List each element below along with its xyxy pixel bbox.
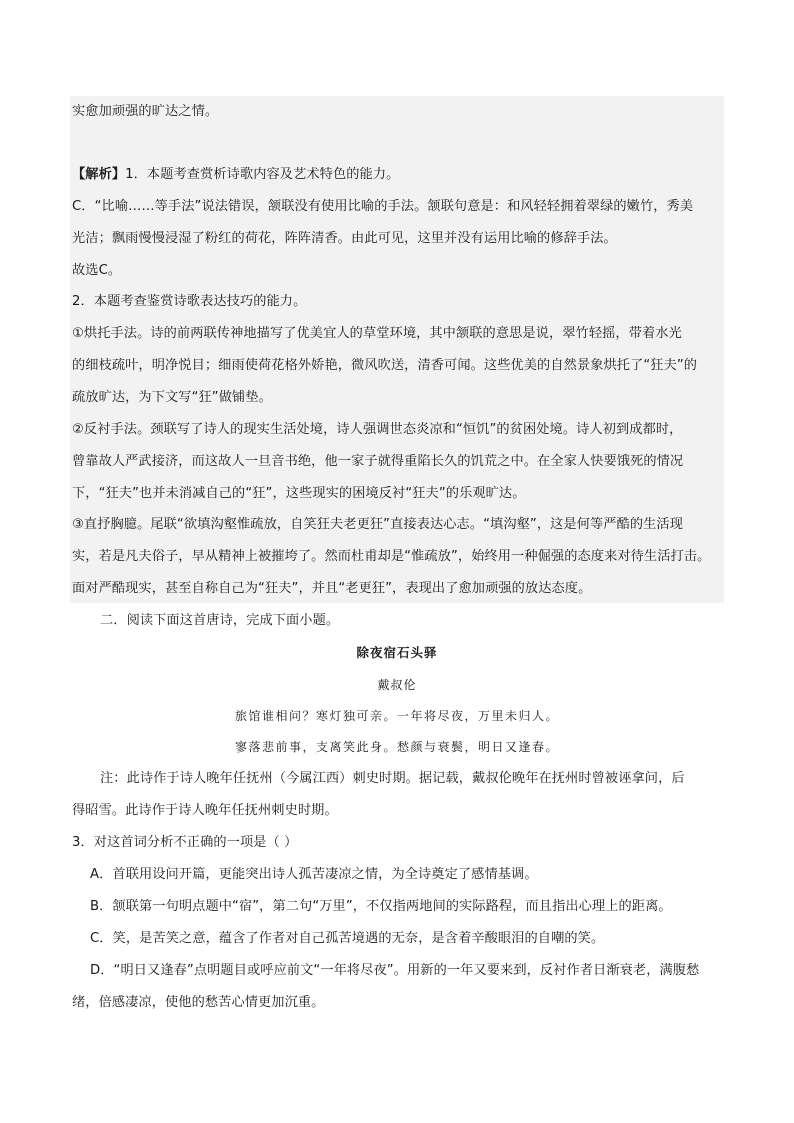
poem-note-line2: 得昭雪。此诗作于诗人晚年任抚州刺史时期。: [72, 803, 338, 818]
section2-heading: 二．阅读下面这首唐诗，完成下面小题。: [100, 613, 340, 628]
point3-line2: 实，若是凡夫俗子，早从精神上被摧垮了。然而杜甫却是“惟疏放”，始终用一种倔强的态度来对待生活打击。: [72, 549, 711, 564]
question3-stem: 3．对这首词分析不正确的一项是（ ）: [72, 835, 298, 850]
point2-line2: 曾靠故人严武接济，而这故人一旦音书绝，他一家子就得重陷长久的饥荒之中。在全家人快要饿死的情况: [72, 454, 684, 469]
analysis-label: 【解析】: [72, 167, 126, 182]
analysis-intro-line: [72, 166, 399, 184]
poem-note-line1: 注：此诗作于诗人晚年任抚州（今属江西）刺史时期。据记载，戴叔伦晚年在抚州时曾被诬拿问，后: [100, 771, 685, 786]
option-a: A．首联用设问开篇，更能突出诗人孤苦凄凉之情，为全诗奠定了感情基调。: [90, 867, 538, 882]
answer-choice: 故选C。: [72, 263, 122, 278]
point2-line3: 下，“狂夫”也并未消减自己的“狂”，这些现实的困境反衬“狂夫”的乐观旷达。: [72, 486, 526, 501]
option-c-explanation: C．“比喻……等手法”说法错误，颔联没有使用比喻的手法。颔联句意是：和风轻轻拥着翠绿的嫩竹，秀美: [72, 199, 694, 214]
point1-line2: 的细枝疏叶，明净悦目；细雨使荷花格外娇艳，微风吹送，清香可闻。这些优美的自然景象烘托了“狂夫”的: [72, 358, 698, 373]
question2-intro: 2．本题考查鉴赏诗歌表达技巧的能力。: [72, 294, 307, 309]
option-c: C．笑，是苦笑之意，蕴含了作者对自己孤苦境遇的无奈，是含着辛酸眼泪的自嘲的笑。: [90, 931, 605, 946]
point2-line1: ②反衬手法。颈联写了诗人的现实生活处境，诗人强调世态炎凉和“恒饥”的贫困处境。诗人初到成都时，: [72, 422, 683, 437]
point1-line3: 疏放旷达，为下文写“狂”做铺垫。: [72, 390, 272, 405]
poem-author: 戴叔伦: [377, 678, 417, 692]
point3-line1: ③直抒胸臆。尾联“欲填沟壑惟疏放，自笑狂夫老更狂”直接表达心志。“填沟壑”，这是何等严酷的生活现: [72, 517, 684, 532]
analysis-intro: 1．本题考查赏析诗歌内容及艺术特色的能力。: [125, 167, 400, 182]
poem-line-1: 旅馆谁相问？寒灯独可亲。一年将尽夜，万里未归人。: [234, 709, 559, 723]
option-c-explanation-cont: 光洁；飘雨慢慢浸湿了粉红的荷花，阵阵清香。由此可见，这里并没有运用比喻的修辞手法。: [72, 231, 617, 246]
poem-line-2: 寥落悲前事，支离笑此身。愁颜与衰鬓，明日又逢春。: [234, 740, 559, 754]
point1-line1: ①烘托手法。诗的前两联传神地描写了优美宜人的草堂环境，其中颔联的意思是说，翠竹轻摇，带着水光: [72, 326, 682, 341]
poem-title: 除夜宿石头驿: [356, 645, 438, 660]
option-d: D．“明日又逢春”点明题目或呼应前文“一年将尽夜”。用新的一年又要来到，反衬作者日渐衰老，满腹愁: [90, 963, 700, 978]
answer-prev-line: 实愈加顽强的旷达之情。: [72, 104, 219, 119]
option-d-cont: 绪，倍感凄凉，使他的愁苦心情更加沉重。: [72, 995, 325, 1010]
option-b: B．颔联第一句明点题中“宿”，第二句“万里”，不仅指两地间的实际路程，而且指出心理上的距离。: [90, 899, 672, 914]
point3-line3: 面对严酷现实，甚至自称自己为“狂夫”，并且“老更狂”，表现出了愈加顽强的放达态度。: [72, 581, 592, 596]
